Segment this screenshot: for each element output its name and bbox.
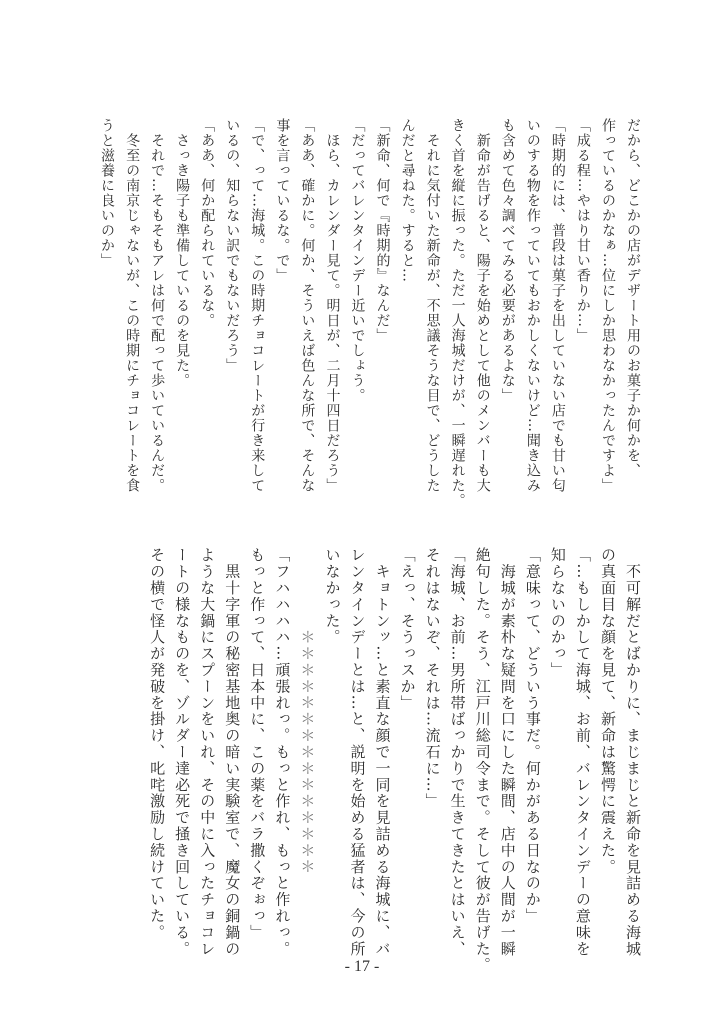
text-column: 「ああ、確かに。何か、そういえば色んな所で、そんな xyxy=(299,118,316,493)
text-column: 「フハハハハ…頑張れっ。もっと作れ、もっと作れっ。 xyxy=(273,547,292,957)
text-column: 不可解だとばかりに、まじまじと新命を見詰める海城 xyxy=(624,547,642,957)
text-column: 「えっ、そうっスか」 xyxy=(398,547,417,711)
text-column: それはないぞ、それは…流石に…」 xyxy=(423,547,442,810)
text-column: きく首を縦に振った。ただ一人海城だけが、一瞬遅れた。 xyxy=(449,118,466,508)
text-column: いなかった。 xyxy=(323,547,342,646)
text-column: 新命が告げると、陽子を始めとして他のメンバーも大 xyxy=(474,118,491,493)
text-column: 「成る程…やはり甘い香りか…」 xyxy=(574,118,591,343)
text-column: いのする物を作っていてもおかしくないけど…聞き込み xyxy=(524,118,541,493)
text-column: 「海城、お前…男所帯ばっかりで生きてきたとはいえ、 xyxy=(448,547,467,957)
text-column: ような大鍋にスプーンをいれ、その中に入ったチョコレ xyxy=(198,547,217,957)
text-column: 冬至の南京じゃないが、この時期にチョコレートを食 xyxy=(124,118,141,493)
text-column: さっき陽子も準備しているのを見た。 xyxy=(174,118,191,388)
text-column: 「意味って、どういう事だ。何かがある日なのか」 xyxy=(523,547,542,925)
text-column: ートの様なものを、ゾルダー達必死で掻き回している。 xyxy=(173,547,192,957)
text-column: んだと尋ねた。すると… xyxy=(399,118,416,283)
text-column: 海城が素朴な疑問を口にした瞬間、店中の人間が一瞬 xyxy=(498,547,517,957)
text-column: の真面目な顔を見て、新命は驚愕に震えた。 xyxy=(598,547,617,875)
text-column: もっと作って、日本中に、この薬をバラ撒くぞぉっ」 xyxy=(248,547,267,941)
text-column: ほら、カレンダー見て。明日が、二月十四日だろう」 xyxy=(324,118,341,493)
text-column: 「新命、何で『時期的』なんだ」 xyxy=(374,118,391,343)
text-column: 「で、って…海城。この時期チョコレートが行き来して xyxy=(249,118,266,493)
text-block-top xyxy=(94,118,645,508)
scene-break: ＊＊＊＊＊＊＊＊＊＊＊＊＊＊＊ xyxy=(298,629,317,875)
text-column: いるの、知らない訳でもないだろう」 xyxy=(224,118,241,373)
text-column: も含めて色々調べてみる必要があるよな」 xyxy=(499,118,516,403)
page-number: - 17 - xyxy=(344,958,380,975)
text-column: うと滋養に良いのか」 xyxy=(99,118,116,268)
text-column: それで…そもそもアレは何で配って歩いているんだ。 xyxy=(149,118,166,493)
text-column: 「だってバレンタインデー近いでしょう。 xyxy=(349,118,366,403)
text-column: 「…もしかして海城、お前、バレンタインデーの意味を xyxy=(573,547,592,957)
text-column: レンタインデーとは…と、説明を始める猛者は、今の所 xyxy=(348,547,367,957)
text-column: 事を言っているな。で」 xyxy=(274,118,291,283)
text-column: 作っているのかなぁ…位にしか思わなかったんですよ」 xyxy=(599,118,616,493)
text-column: その横で怪人が発破を掛け、叱咤激励し続けていた。 xyxy=(148,547,167,941)
text-column: キョトンッ…と素直な顔で一同を見詰める海城に、バ xyxy=(373,547,392,957)
text-column: 絶句した。そう、江戸川総司令まで。そして彼が告げた。 xyxy=(473,547,492,974)
text-column: それに気付いた新命が、不思議そうな目で、どうした xyxy=(424,118,441,493)
text-column: 「ああ、何か配られているな。 xyxy=(199,118,216,328)
text-column: 「時期的には、普段は菓子を出していない店でも甘い匂 xyxy=(549,118,566,493)
text-column: 知らないのかっ」 xyxy=(548,547,567,679)
text-column: 黒十字軍の秘密基地奥の暗い実験室で、魔女の銅鍋の xyxy=(223,547,242,957)
text-column: だから、どこかの店がデザート用のお菓子か何かを、 xyxy=(625,118,641,478)
